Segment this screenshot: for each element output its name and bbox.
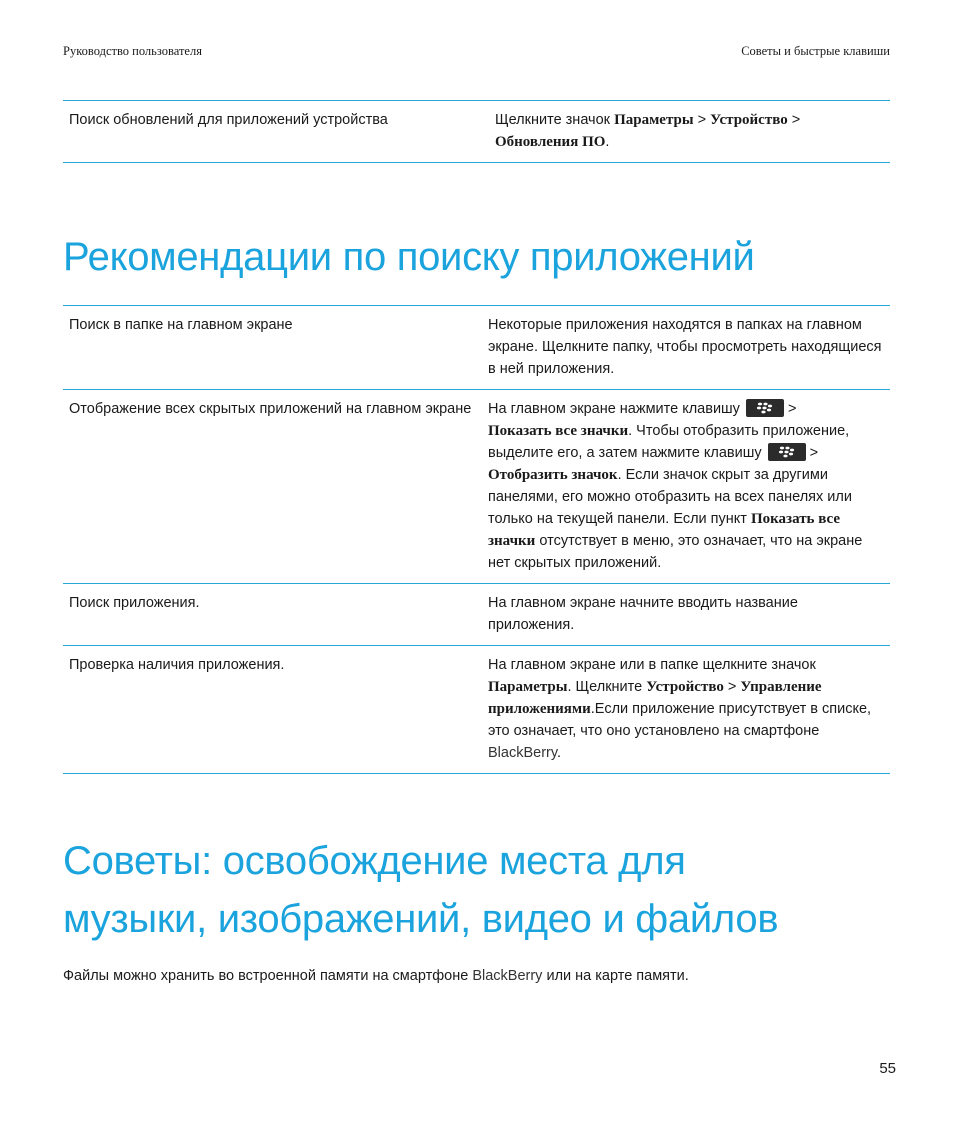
table-row [63, 646, 890, 774]
ui-term: Параметры [614, 112, 694, 128]
text: Файлы можно хранить во встроенной памяти на смартфоне [63, 968, 473, 984]
section-heading-find-apps: Рекомендации по поиску приложений [63, 235, 755, 279]
brand-name: BlackBerry [472, 968, 543, 984]
running-header [63, 44, 890, 62]
task-cell: Поиск приложения. [63, 584, 482, 646]
ui-term: Параметры [488, 679, 568, 695]
text: Щелкните значок [495, 112, 615, 128]
table-row [63, 390, 890, 584]
task-cell: Поиск в папке на главном экране [63, 306, 482, 390]
ui-term: Управление приложениями [488, 679, 822, 717]
ui-term: Показать все значки [488, 511, 841, 549]
table-row [63, 584, 890, 646]
text: .Если приложение присутствует в списке, это означает, что оно установлено на смартфоне [488, 701, 872, 739]
find-apps-table [63, 305, 890, 774]
task-cell: Поиск обновлений для приложений устройства [63, 101, 489, 163]
section-heading-free-space [63, 832, 778, 948]
ui-term: Обновления ПО [495, 134, 606, 150]
text: . Если значок скрыт за другими панелями, его можно отобразить на всех панелях или только на текущей панели. Если пункт [488, 467, 852, 527]
header-chapter-title: Советы и быстрые клавиши [741, 44, 890, 58]
heading-line: музыки, изображений, видео и файлов [63, 897, 779, 941]
ui-term: Устройство [710, 112, 788, 128]
text: отсутствует в меню, это означает, что на экране нет скрытых приложений. [488, 533, 863, 571]
instruction-cell: Некоторые приложения находятся в папках на главном экране. Щелкните папку, чтобы просмотреть находящиеся в ней приложения. [482, 306, 890, 390]
instruction-cell [489, 101, 890, 163]
task-cell: Проверка наличия приложения. [63, 646, 482, 774]
table-row [63, 306, 890, 390]
text: . Чтобы отобразить приложение, выделите его, а затем нажмите клавишу [488, 423, 850, 461]
text: . [557, 745, 562, 761]
separator: > [787, 401, 797, 417]
page-number: 55 [879, 1060, 896, 1077]
task-cell: Отображение всех скрытых приложений на главном экране [63, 390, 482, 584]
text: На главном экране или в папке щелкните значок [488, 657, 816, 673]
separator: > [787, 112, 801, 128]
table-row [63, 101, 890, 163]
text: . [605, 134, 610, 150]
ui-term: Устройство [646, 679, 724, 695]
brand-name: BlackBerry [488, 745, 558, 761]
text: На главном экране нажмите клавишу [488, 401, 740, 417]
heading-line: Советы: освобождение места для [63, 839, 686, 883]
instruction-cell: На главном экране начните вводить название приложения. [482, 584, 890, 646]
updates-table [63, 100, 890, 163]
text: или на карте памяти. [542, 968, 689, 984]
text: . Щелкните [567, 679, 647, 695]
ui-term: Отобразить значок [488, 467, 618, 483]
header-doc-title: Руководство пользователя [63, 44, 202, 58]
blackberry-menu-key-icon [768, 443, 806, 461]
separator: > [693, 112, 711, 128]
separator: > [723, 679, 741, 695]
instruction-cell [482, 390, 890, 584]
blackberry-menu-key-icon [746, 399, 784, 417]
separator: > [809, 445, 819, 461]
instruction-cell [482, 646, 890, 774]
storage-paragraph [63, 965, 689, 987]
ui-term: Показать все значки [488, 423, 629, 439]
